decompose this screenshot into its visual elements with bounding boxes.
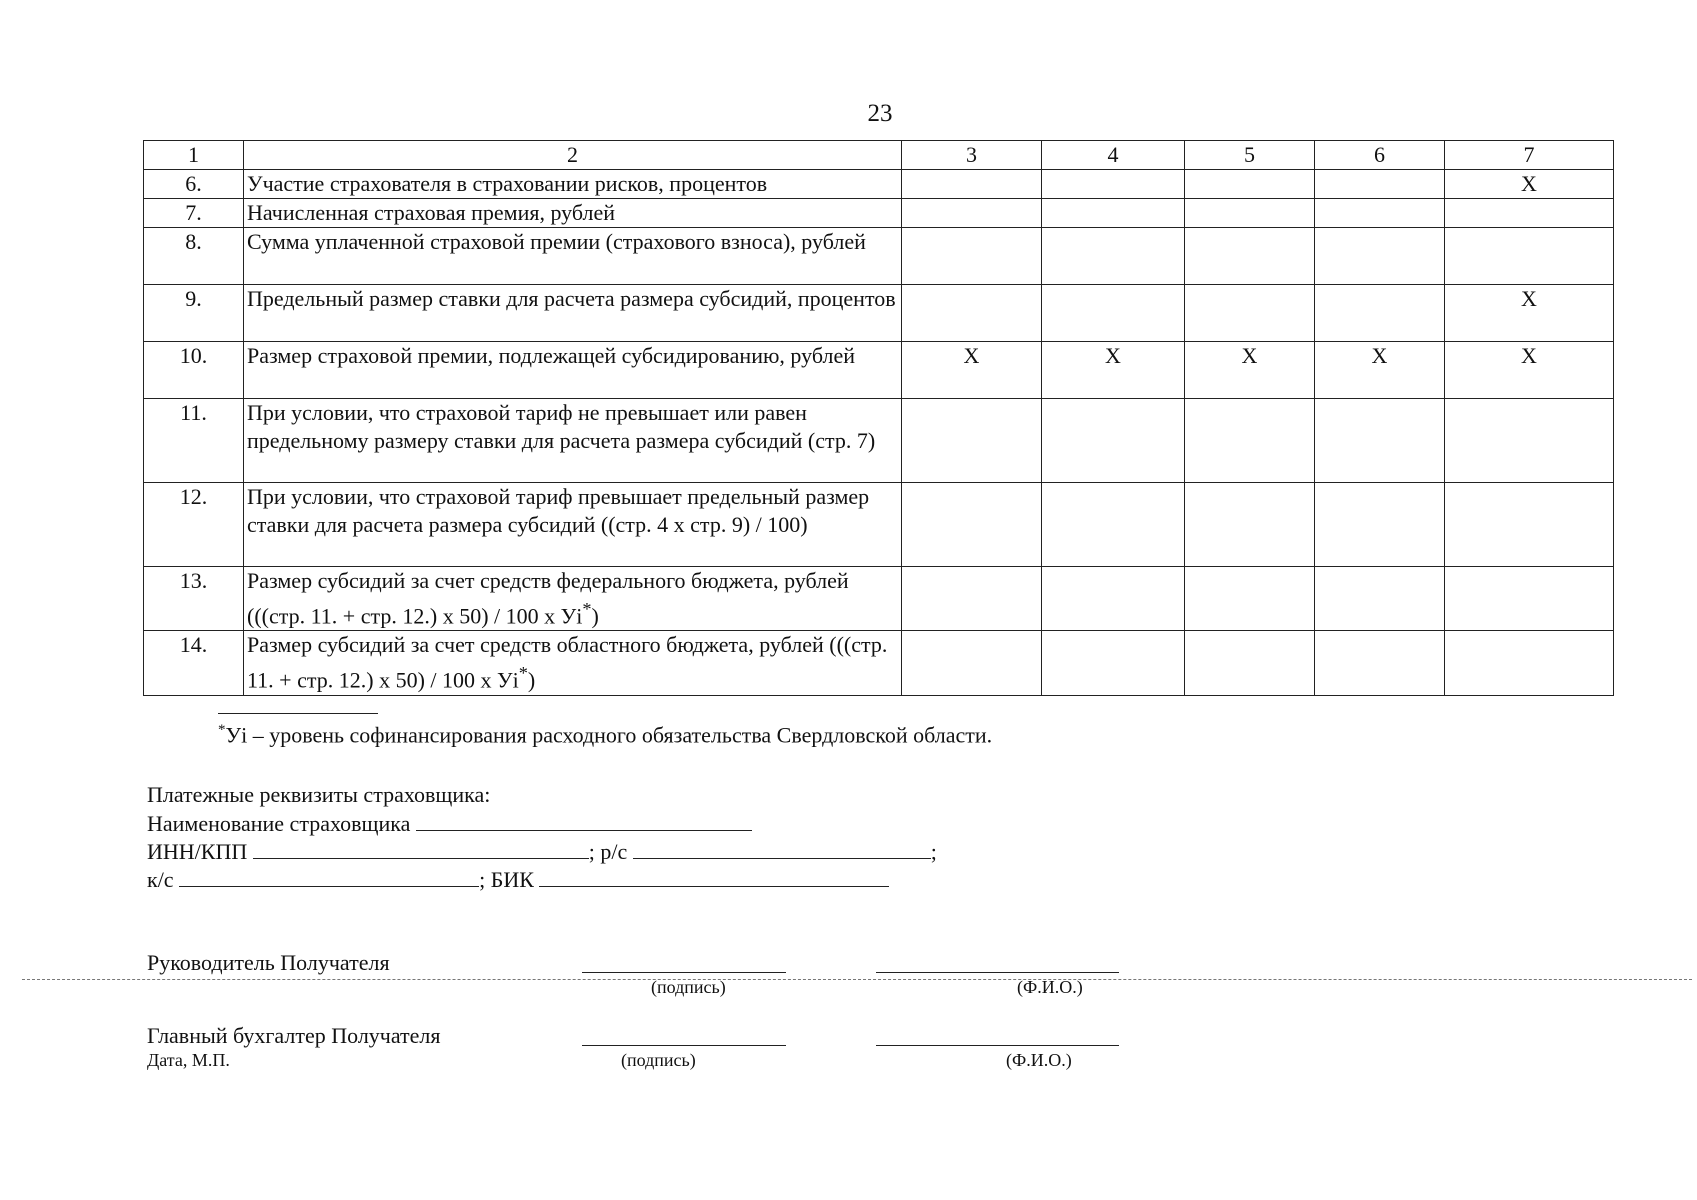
bik-label: ; БИК	[479, 867, 534, 892]
value-cell[interactable]	[1315, 483, 1445, 567]
rs-semicolon: ;	[930, 839, 937, 864]
value-cell[interactable]	[1042, 199, 1185, 228]
table-row	[144, 399, 1614, 483]
row-description	[244, 228, 902, 285]
value-cell[interactable]	[1315, 567, 1445, 631]
page-number: 23	[867, 100, 893, 127]
value-cell[interactable]	[1042, 483, 1185, 567]
value-cell[interactable]	[1185, 631, 1315, 695]
column-header: 3	[902, 141, 1042, 170]
row-description-text: Сумма уплаченной страховой премии (страхового взноса), рублей	[247, 229, 866, 254]
value-cell[interactable]	[902, 170, 1042, 199]
value-cell[interactable]	[1042, 228, 1185, 285]
value-cell[interactable]	[1445, 567, 1614, 631]
row-description	[244, 399, 902, 483]
row-number: 11.	[144, 399, 244, 483]
column-header: 5	[1185, 141, 1315, 170]
ks-label: к/с	[147, 867, 174, 892]
inn-kpp-row	[147, 838, 937, 865]
footnote-mark: *	[218, 722, 226, 738]
not-applicable-cell: X	[1445, 170, 1614, 199]
table-row	[144, 199, 1614, 228]
row-description-text: Размер страховой премии, подлежащей субсидированию, рублей	[247, 343, 855, 368]
table-row	[144, 483, 1614, 567]
row-description-text: Участие страхователя в страховании рисков, процентов	[247, 171, 768, 196]
inn-kpp-field[interactable]	[253, 838, 589, 859]
value-cell[interactable]	[1042, 567, 1185, 631]
bik-field[interactable]	[539, 866, 889, 887]
row-number: 8.	[144, 228, 244, 285]
date-stamp-label: Дата, М.П.	[147, 1050, 230, 1070]
value-cell[interactable]	[902, 567, 1042, 631]
value-cell[interactable]	[902, 483, 1042, 567]
value-cell[interactable]	[902, 228, 1042, 285]
row-description-text: Размер субсидий за счет средств федерального бюджета, рублей (((стр. 11. + стр. 12.) x 50) / 100 x Уi	[247, 568, 849, 629]
value-cell[interactable]	[1445, 483, 1614, 567]
ks-bik-row	[147, 866, 889, 893]
table-row	[144, 631, 1614, 695]
table-row	[144, 285, 1614, 342]
value-cell[interactable]	[1185, 170, 1315, 199]
row-description	[244, 342, 902, 399]
inn-kpp-label: ИНН/КПП	[147, 839, 248, 864]
row-description	[244, 170, 902, 199]
value-cell[interactable]	[902, 631, 1042, 695]
row-description	[244, 199, 902, 228]
row-number: 12.	[144, 483, 244, 567]
value-cell[interactable]	[902, 199, 1042, 228]
footnote-divider	[218, 713, 378, 714]
row-number: 14.	[144, 631, 244, 695]
row-description-text: Размер субсидий за счет средств областного бюджета, рублей (((стр. 11. + стр. 12.) x 50) / 100 x Уi	[247, 632, 888, 693]
column-header: 7	[1445, 141, 1614, 170]
value-cell[interactable]	[1185, 483, 1315, 567]
not-applicable-cell: X	[1315, 342, 1445, 399]
table-row	[144, 342, 1614, 399]
value-cell[interactable]	[1315, 631, 1445, 695]
value-cell[interactable]	[1185, 399, 1315, 483]
row-number: 13.	[144, 567, 244, 631]
rs-label: ; р/с	[588, 839, 628, 864]
not-applicable-cell: X	[902, 342, 1042, 399]
head-signature-line[interactable]	[582, 972, 786, 973]
row-number: 6.	[144, 170, 244, 199]
value-cell[interactable]	[1042, 631, 1185, 695]
table-header-row	[144, 141, 1614, 170]
not-applicable-cell: X	[1185, 342, 1315, 399]
row-description-end: )	[591, 603, 599, 629]
footnote-reference: *	[518, 663, 528, 684]
value-cell[interactable]	[1315, 399, 1445, 483]
value-cell[interactable]	[1315, 170, 1445, 199]
chief-accountant-label: Главный бухгалтер Получателя	[147, 1023, 441, 1048]
column-header: 1	[144, 141, 244, 170]
head-signature-caption: (подпись)	[651, 977, 726, 997]
value-cell[interactable]	[902, 285, 1042, 342]
column-header: 2	[244, 141, 902, 170]
row-number: 7.	[144, 199, 244, 228]
insurer-name-label: Наименование страховщика	[147, 811, 411, 836]
value-cell[interactable]	[1042, 170, 1185, 199]
scan-artifact-line	[22, 979, 1692, 980]
row-description-text: Предельный размер ставки для расчета размера субсидий, процентов	[247, 286, 896, 311]
row-number: 9.	[144, 285, 244, 342]
column-header: 6	[1315, 141, 1445, 170]
row-description-text: При условии, что страховой тариф превышает предельный размер ставки для расчета размера субсидий ((стр. 4 x стр. 9) / 100)	[247, 484, 870, 537]
row-description-end: )	[527, 667, 536, 693]
value-cell[interactable]	[1445, 199, 1614, 228]
value-cell[interactable]	[1042, 285, 1185, 342]
value-cell[interactable]	[1445, 399, 1614, 483]
head-label: Руководитель Получателя	[147, 950, 390, 975]
footnote-reference: *	[582, 599, 592, 619]
not-applicable-cell: X	[1445, 342, 1614, 399]
table-row	[144, 170, 1614, 199]
subsidy-table	[143, 140, 1614, 696]
row-description	[244, 631, 902, 695]
row-description-text: При условии, что страховой тариф не превышает или равен предельному размеру ставки для расчета размера субсидий (стр. 7)	[247, 400, 876, 453]
value-cell[interactable]	[1185, 567, 1315, 631]
row-description-text: Начисленная страховая премия, рублей	[247, 200, 616, 225]
footnote	[218, 722, 992, 748]
chief-accountant-signature-line[interactable]	[582, 1045, 786, 1046]
row-description	[244, 285, 902, 342]
row-description	[244, 567, 902, 631]
head-name-line[interactable]	[876, 972, 1119, 973]
rs-field[interactable]	[633, 838, 931, 859]
row-number: 10.	[144, 342, 244, 399]
table-row	[144, 228, 1614, 285]
chief-accountant-signature-caption: (подпись)	[621, 1050, 696, 1070]
column-header: 4	[1042, 141, 1185, 170]
not-applicable-cell: X	[1042, 342, 1185, 399]
value-cell[interactable]	[1185, 285, 1315, 342]
value-cell[interactable]	[1315, 199, 1445, 228]
value-cell[interactable]	[1185, 199, 1315, 228]
table-row	[144, 567, 1614, 631]
value-cell[interactable]	[1445, 631, 1614, 695]
insurer-name-field[interactable]	[416, 810, 752, 831]
head-name-caption: (Ф.И.О.)	[1017, 977, 1083, 997]
value-cell[interactable]	[1445, 228, 1614, 285]
footnote-text: Уi – уровень софинансирования расходного обязательства Свердловской области.	[225, 722, 993, 748]
requisites-title: Платежные реквизиты страховщика:	[147, 782, 491, 807]
value-cell[interactable]	[1315, 228, 1445, 285]
value-cell[interactable]	[1315, 285, 1445, 342]
value-cell[interactable]	[902, 399, 1042, 483]
not-applicable-cell: X	[1445, 285, 1614, 342]
value-cell[interactable]	[1042, 399, 1185, 483]
ks-field[interactable]	[179, 866, 479, 887]
chief-accountant-name-line[interactable]	[876, 1045, 1119, 1046]
value-cell[interactable]	[1185, 228, 1315, 285]
insurer-name-row	[147, 810, 752, 837]
chief-accountant-name-caption: (Ф.И.О.)	[1006, 1050, 1072, 1070]
row-description	[244, 483, 902, 567]
